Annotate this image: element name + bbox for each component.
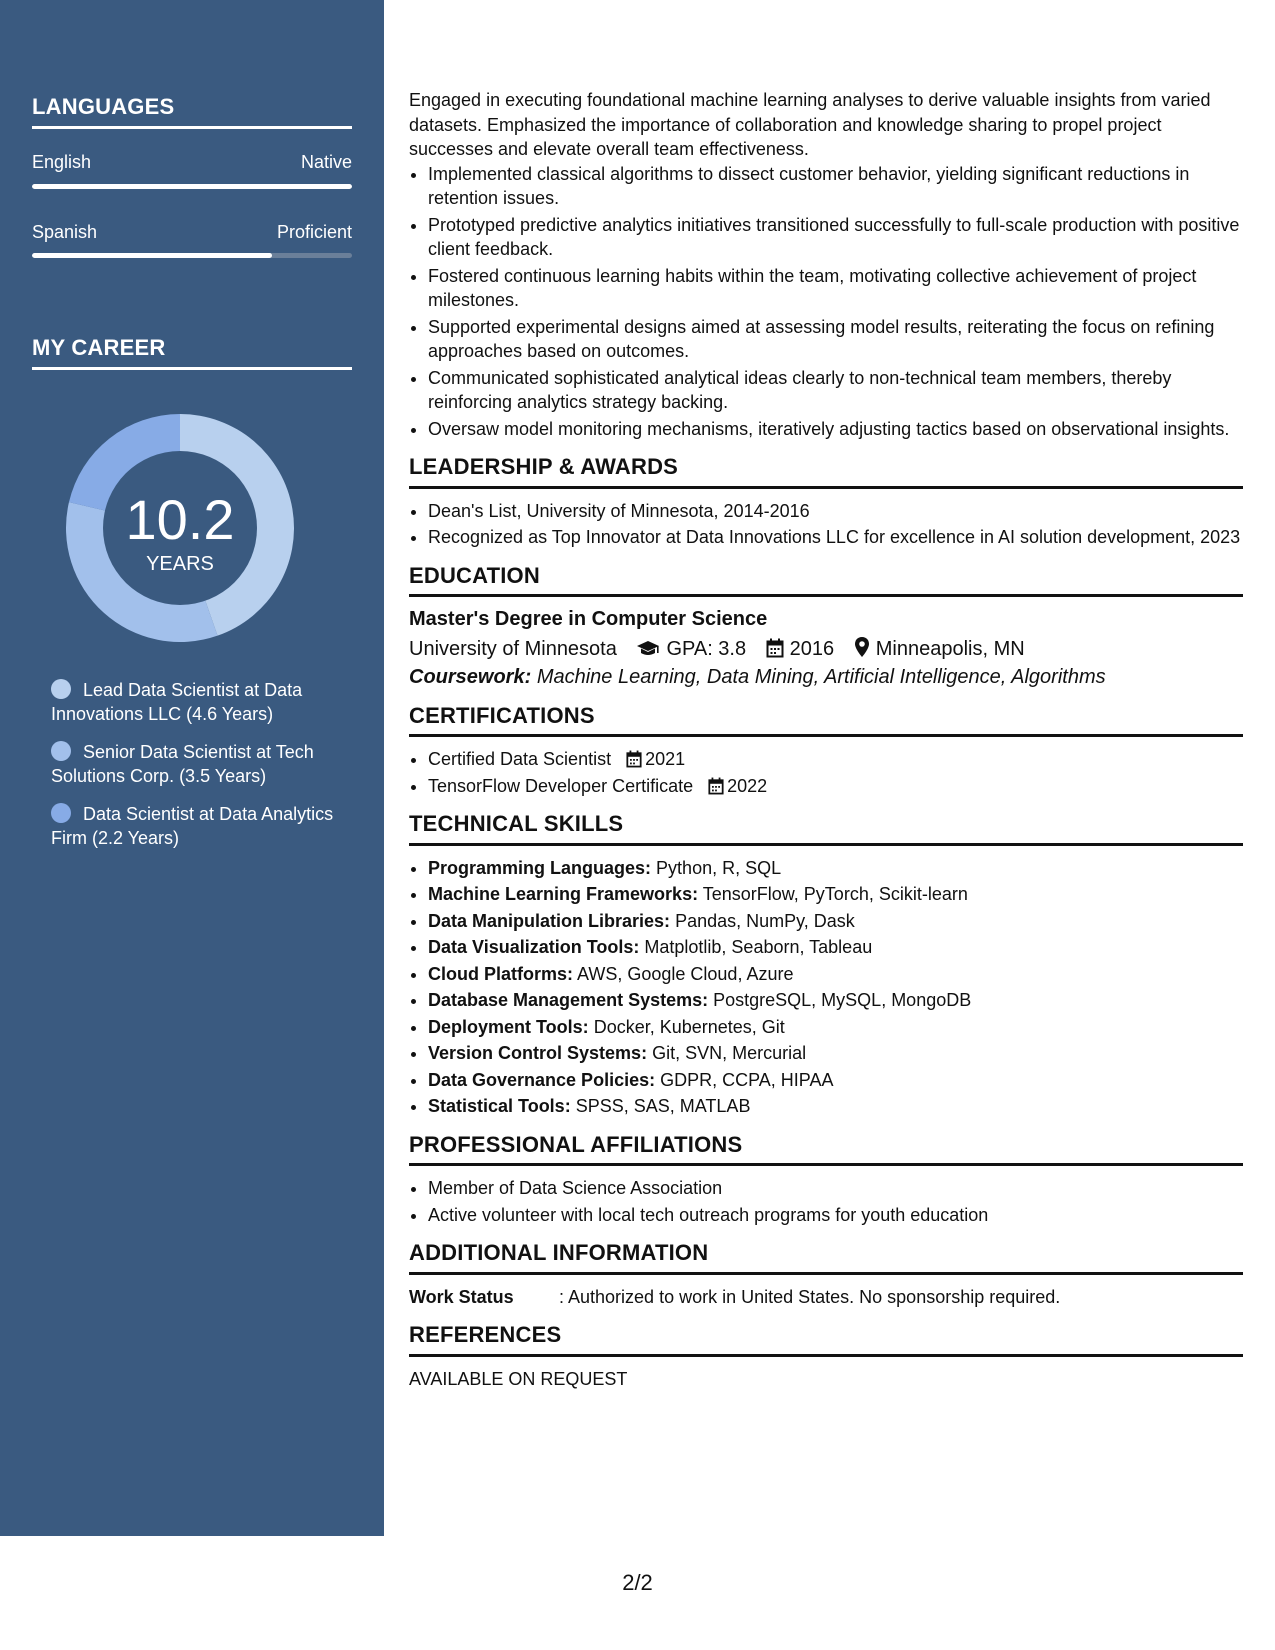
education-school: University of Minnesota (409, 637, 617, 660)
map-pin-icon (854, 636, 870, 658)
additional-heading: ADDITIONAL INFORMATION (409, 1241, 1243, 1275)
sidebar (0, 0, 384, 1536)
skill-value: Git, SVN, Mercurial (652, 1043, 807, 1063)
list-item (428, 1015, 1243, 1040)
languages-heading: LANGUAGES (32, 94, 352, 129)
graduation-cap-icon (636, 640, 660, 658)
language-name: English (32, 152, 92, 172)
list-item: • Communicated sophisticated analytical ideas clearly to non-technical team members, thereby reinforcing analytics strategy backing. (428, 366, 1243, 415)
references-heading: REFERENCES (409, 1323, 1243, 1357)
skills-list (409, 856, 1243, 1119)
language-level: Proficient (276, 222, 352, 242)
list-item (428, 909, 1243, 934)
list-item (428, 1068, 1243, 1093)
career-dot (51, 803, 71, 823)
affiliations-heading: PROFESSIONAL AFFILIATIONS (409, 1133, 1243, 1167)
list-item: • Fostered continuous learning habits within the team, motivating collective achievement of project milestones. (428, 264, 1243, 313)
career-item (51, 802, 351, 850)
page-number: 2/2 (622, 1570, 653, 1595)
leadership-heading: LEADERSHIP & AWARDS (409, 455, 1243, 489)
career-total-years: 10.2 (125, 488, 235, 551)
skill-value: Python, R, SQL (656, 857, 782, 878)
list-item (428, 856, 1243, 881)
list-item (428, 882, 1243, 907)
list-item (428, 962, 1243, 987)
career-dot (51, 679, 71, 699)
skill-value: Docker, Kubernetes, Git (593, 1016, 785, 1037)
skill-label: Version Control Systems: (428, 1043, 648, 1063)
skill-label: Data Governance Policies: (428, 1069, 656, 1090)
skill-label: Data Manipulation Libraries: (428, 910, 671, 931)
skill-label: Deployment Tools: (428, 1016, 589, 1037)
cert-name: TensorFlow Developer Certificate (428, 775, 694, 796)
list-item (428, 1041, 1243, 1066)
skill-label: Cloud Platforms: (428, 963, 574, 984)
career-item-label: Data Scientist at Data Analytics Firm (2.2 Years) (51, 804, 334, 848)
skill-value: TensorFlow, PyTorch, Scikit-learn (702, 884, 968, 904)
language-bar-fill (32, 253, 272, 258)
list-item: • Recognized as Top Innovator at Data Innovations LLC for excellence in AI solution development, 2023 (428, 525, 1243, 550)
calendar-icon (708, 777, 724, 795)
skill-label: Data Visualization Tools: (428, 937, 640, 957)
education-heading: EDUCATION (409, 564, 1243, 598)
work-status-label: Work Status (409, 1286, 514, 1307)
list-item (428, 774, 1243, 799)
list-item (428, 935, 1243, 960)
skill-label: Database Management Systems: (428, 990, 709, 1010)
calendar-icon (766, 638, 784, 658)
language-bar-fill (32, 184, 352, 189)
skills-heading: TECHNICAL SKILLS (409, 812, 1243, 846)
language-row-spanish (32, 222, 352, 243)
career-item (51, 740, 351, 788)
list-item: • Implemented classical algorithms to dissect customer behavior, yielding significant reductions in retention issues. (428, 162, 1243, 211)
leadership-list (409, 499, 1243, 550)
main-content (409, 88, 1243, 1391)
career-donut-chart (66, 414, 294, 642)
affiliations-list (409, 1176, 1243, 1227)
experience-bullets (409, 162, 1243, 442)
career-item-label: Senior Data Scientist at Tech Solutions Corp. (3.5 Years) (51, 742, 314, 786)
language-name: Spanish (32, 222, 98, 242)
certifications-list (409, 747, 1243, 798)
cert-name: Certified Data Scientist (428, 749, 612, 769)
career-dot (51, 741, 71, 761)
calendar-icon (626, 750, 642, 768)
work-status-row (409, 1285, 1243, 1310)
career-years-unit: YEARS (146, 553, 214, 575)
education-location: Minneapolis, MN (875, 637, 1025, 660)
list-item: • Member of Data Science Association (428, 1176, 1243, 1201)
list-item: • Supported experimental designs aimed at assessing model results, reiterating the focus on refining approaches based on outcomes. (428, 315, 1243, 364)
list-item (428, 1094, 1243, 1119)
skill-label: Programming Languages: (428, 857, 652, 878)
list-item: • Dean's List, University of Minnesota, 2014-2016 (428, 499, 1243, 524)
cert-year: 2021 (645, 749, 686, 769)
education-coursework (409, 665, 1243, 690)
career-heading: MY CAREER (32, 335, 352, 370)
list-item: • Oversaw model monitoring mechanisms, iteratively adjusting tactics based on observational insights. (428, 417, 1243, 442)
skill-value: Matplotlib, Seaborn, Tableau (644, 937, 873, 957)
skill-value: AWS, Google Cloud, Azure (577, 963, 794, 984)
cert-year: 2022 (727, 775, 768, 796)
list-item: • Active volunteer with local tech outreach programs for youth education (428, 1203, 1243, 1228)
skill-value: PostgreSQL, MySQL, MongoDB (713, 990, 972, 1010)
skill-value: GDPR, CCPA, HIPAA (660, 1069, 834, 1090)
skill-label: Machine Learning Frameworks: (428, 884, 699, 904)
skill-value: Pandas, NumPy, Dask (675, 910, 855, 931)
career-item (51, 678, 351, 726)
language-level: Native (300, 152, 352, 172)
list-item (428, 988, 1243, 1013)
language-row-english (32, 152, 352, 173)
education-degree: Master's Degree in Computer Science (409, 608, 768, 630)
experience-summary: Engaged in executing foundational machine learning analyses to derive valuable insights from varied datasets. Emphasized the importance of collaboration and knowledge sharing to propel project successes and elevate overall team effectiveness. (409, 90, 1211, 159)
language-bar-spanish (32, 253, 352, 258)
list-item: • Prototyped predictive analytics initiatives transitioned successfully to full-scale production with positive client feedback. (428, 213, 1243, 262)
work-status-value: : Authorized to work in United States. No sponsorship required. (559, 1286, 1061, 1307)
references-text: AVAILABLE ON REQUEST (409, 1368, 628, 1389)
language-bar-english (32, 184, 352, 189)
career-item-label: Lead Data Scientist at Data Innovations LLC (4.6 Years) (51, 680, 303, 724)
education-gpa: GPA: 3.8 (666, 637, 747, 660)
education-details (409, 636, 1243, 662)
skill-value: SPSS, SAS, MATLAB (575, 1096, 751, 1116)
skill-label: Statistical Tools: (428, 1096, 571, 1116)
certifications-heading: CERTIFICATIONS (409, 704, 1243, 738)
coursework-value: Machine Learning, Data Mining, Artificial Intelligence, Algorithms (536, 666, 1106, 688)
education-year: 2016 (789, 637, 835, 660)
list-item (428, 747, 1243, 772)
coursework-label: Coursework: (409, 666, 532, 688)
